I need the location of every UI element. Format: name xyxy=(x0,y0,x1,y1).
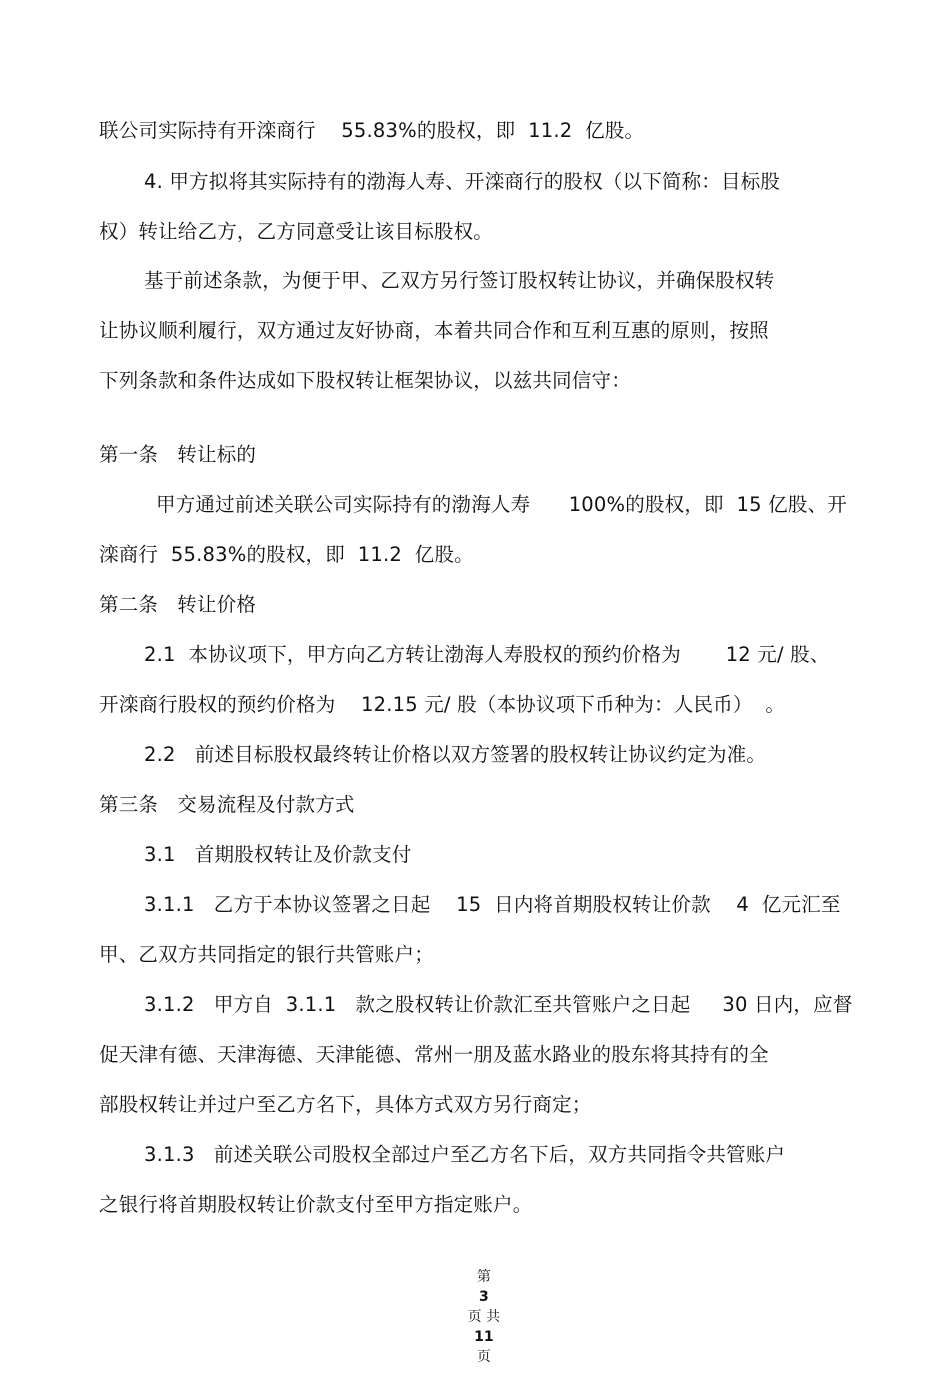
text-line: 下列条款和条件达成如下股权转让框架协议，以兹共同信守： xyxy=(99,369,631,392)
text-line: 促天津有德、天津海德、天津能德、常州一朋及蓝水路业的股东将其持有的全 xyxy=(99,1043,769,1066)
text-line: 联公司实际持有开滦商行 55.83%的股权，即 11.2 亿股。 xyxy=(99,119,645,142)
footer-middle: 页 共 xyxy=(467,1309,501,1325)
text-line: 甲方通过前述关联公司实际持有的渤海人寿 100%的股权，即 15 亿股、开 xyxy=(156,493,847,516)
text-line: 3.1.2 甲方自 3.1.1 款之股权转让价款汇至共管账户之日起 30 日内，应督 xyxy=(144,993,853,1016)
footer-suffix: 页 xyxy=(476,1349,491,1365)
text-line: 权）转让给乙方，乙方同意受让该目标股权。 xyxy=(99,220,494,243)
footer-prefix: 第 xyxy=(476,1269,491,1285)
text-line: 2.2 前述目标股权最终转让价格以双方签署的股权转让协议约定为准。 xyxy=(144,743,767,766)
section-heading: 第一条 转让标的 xyxy=(99,443,257,466)
current-page-number: 3 xyxy=(479,1289,489,1305)
section-heading: 第二条 转让价格 xyxy=(99,593,257,616)
text-line: 3.1.3 前述关联公司股权全部过户至乙方名下后，双方共同指令共管账户 xyxy=(144,1143,786,1166)
text-line: 开滦商行股权的预约价格为 12.15 元/ 股（本协议项下币种为：人民币） 。 xyxy=(99,693,786,716)
text-line: 2.1 本协议项下，甲方向乙方转让渤海人寿股权的预约价格为 12 元/ 股、 xyxy=(144,643,830,666)
text-line: 部股权转让并过户至乙方名下，具体方式双方另行商定； xyxy=(99,1093,592,1116)
text-line: 之银行将首期股权转让价款支付至甲方指定账户。 xyxy=(99,1193,533,1216)
text-line: 让协议顺利履行，双方通过友好协商，本着共同合作和互利互惠的原则，按照 xyxy=(99,319,769,342)
page-footer xyxy=(0,1247,950,1387)
text-line: 4. 甲方拟将其实际持有的渤海人寿、开滦商行的股权（以下简称：目标股 xyxy=(144,170,781,193)
total-pages-number: 11 xyxy=(474,1329,494,1345)
text-line: 滦商行 55.83%的股权，即 11.2 亿股。 xyxy=(99,543,474,566)
text-line: 3.1.1 乙方于本协议签署之日起 15 日内将首期股权转让价款 4 亿元汇至 xyxy=(144,893,841,916)
text-line: 甲、乙双方共同指定的银行共管账户； xyxy=(99,943,434,966)
text-line: 3.1 首期股权转让及价款支付 xyxy=(144,843,412,866)
section-heading: 第三条 交易流程及付款方式 xyxy=(99,793,355,816)
text-line: 基于前述条款，为便于甲、乙双方另行签订股权转让协议，并确保股权转 xyxy=(144,269,775,292)
